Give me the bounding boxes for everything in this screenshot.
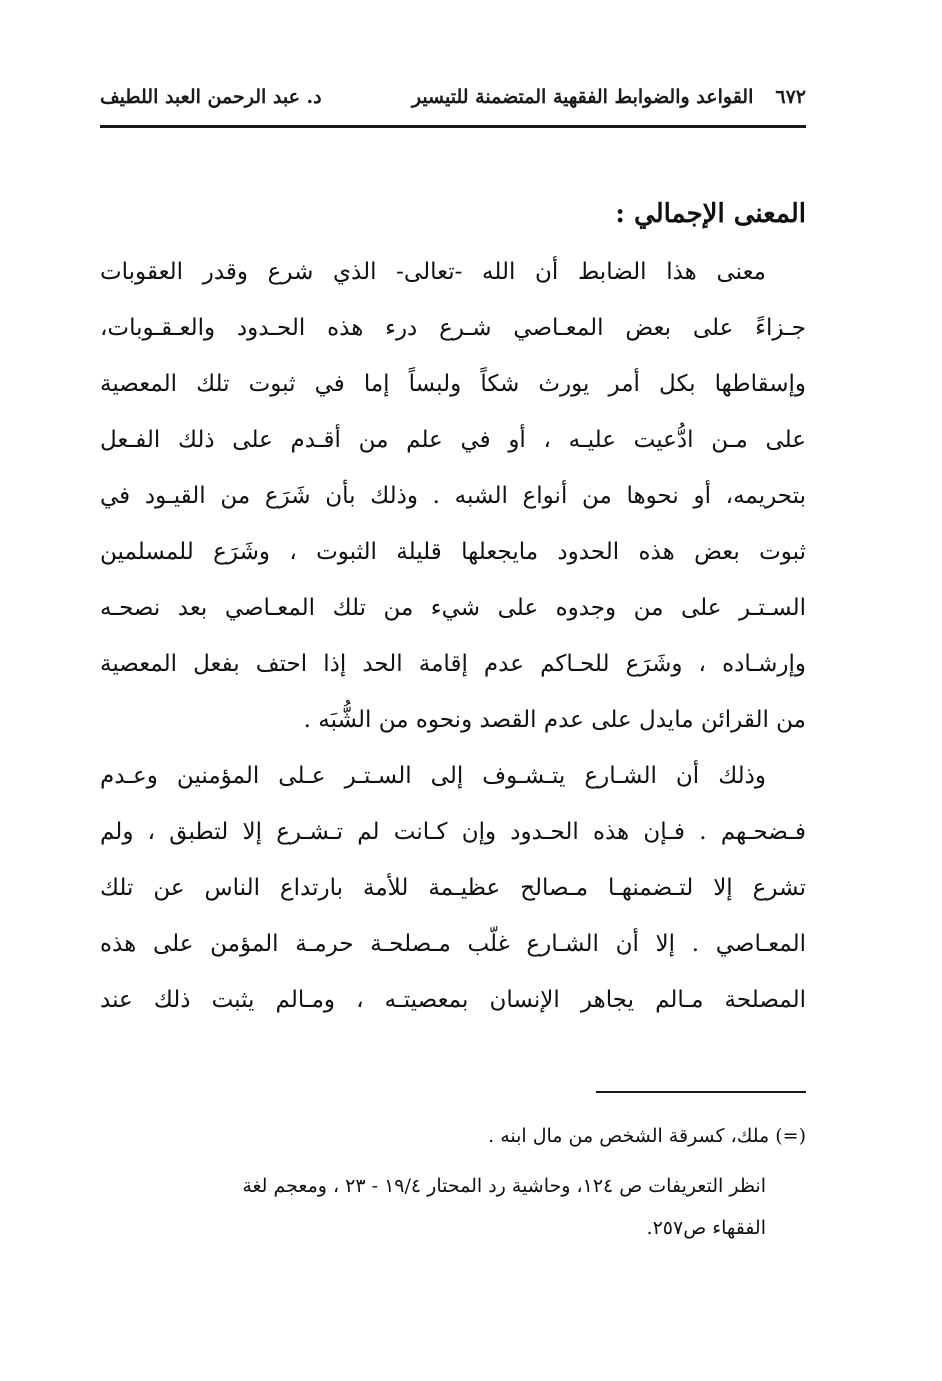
text-line: بتحريمه، أو نحوها من أنواع الشبه . وذلك بأن شَرَع من القيـود في (100, 483, 806, 509)
text-line: فـضحـهم . فـإن هذه الحـدود وإن كـانت لم تـشـرع إلا لتطبق ، ولم (100, 819, 806, 845)
text-line: تشرع إلا لتـضمنهـا مـصالح عظيـمة للأمة بارتداع الناس عن تلك (100, 875, 806, 901)
footnote-continuation: (=) ملك، كسرقة الشخص من مال ابنه . (488, 1125, 806, 1147)
author-name: د. عبد الرحمن العبد اللطيف (100, 86, 322, 108)
page-number: ٦٧٢ (775, 86, 806, 108)
footnote-separator (596, 1091, 806, 1093)
text-line: على مـن ادُّعيت عليـه ، أو في علم من أقـدم على ذلك الفـعل (100, 427, 806, 453)
footnote-reference: انظر التعريفات ص ١٢٤، وحاشية رد المحتار ١٩/٤ - ٢٣ ، ومعجم لغة (242, 1175, 766, 1197)
section-heading: المعنى الإجمالي : (615, 199, 806, 229)
text-line: وذلك أن الشـارع يتـشـوف إلى السـتـر عـلى المؤمنين وعـدم (100, 763, 766, 789)
text-line: المصلحة مـالم يجاهر الإنسان بمعصيتـه ، ومـالم يثبت ذلك عند (100, 987, 806, 1013)
text-line: جـزاءً على بعض المعـاصي شـرع درء هذه الحـدود والعـقـوبات، (100, 315, 806, 341)
text-line: ثبوت بعض هذه الحدود مايجعلها قليلة الثبوت ، وشَرَع للمسلمين (100, 539, 806, 565)
text-line: وإسقاطها بكل أمر يورث شكاً ولبساً إما في ثبوت تلك المعصية (100, 371, 806, 397)
paragraph-1 (100, 244, 806, 748)
footnote-reference-end: الفقهاء ص٢٥٧. (646, 1217, 766, 1239)
text-line: المعـاصي . إلا أن الشـارع غلّب مـصلحـة حرمـة المؤمن على هذه (100, 931, 806, 957)
text-line: وإرشـاده ، وشَرَع للحـاكم عدم إقامة الحد إذا احتف بفعل المعصية (100, 651, 806, 677)
footnotes (100, 1122, 806, 1242)
running-header (100, 82, 806, 112)
text-line: معنى هذا الضابط أن الله -تعالى- الذي شرع وقدر العقوبات (100, 259, 766, 285)
main-text (100, 192, 806, 1028)
text-line: السـتـر على من وجدوه على شيء من تلك المعـاصي بعد نصحـه (100, 595, 806, 621)
header-rule (100, 125, 806, 128)
book-title: القواعد والضوابط الفقهية المتضمنة للتيسير (411, 86, 754, 108)
text-line: من القرائن مايدل على عدم القصد ونحوه من الشُّبَه . (303, 707, 806, 733)
paragraph-2 (100, 748, 806, 1028)
